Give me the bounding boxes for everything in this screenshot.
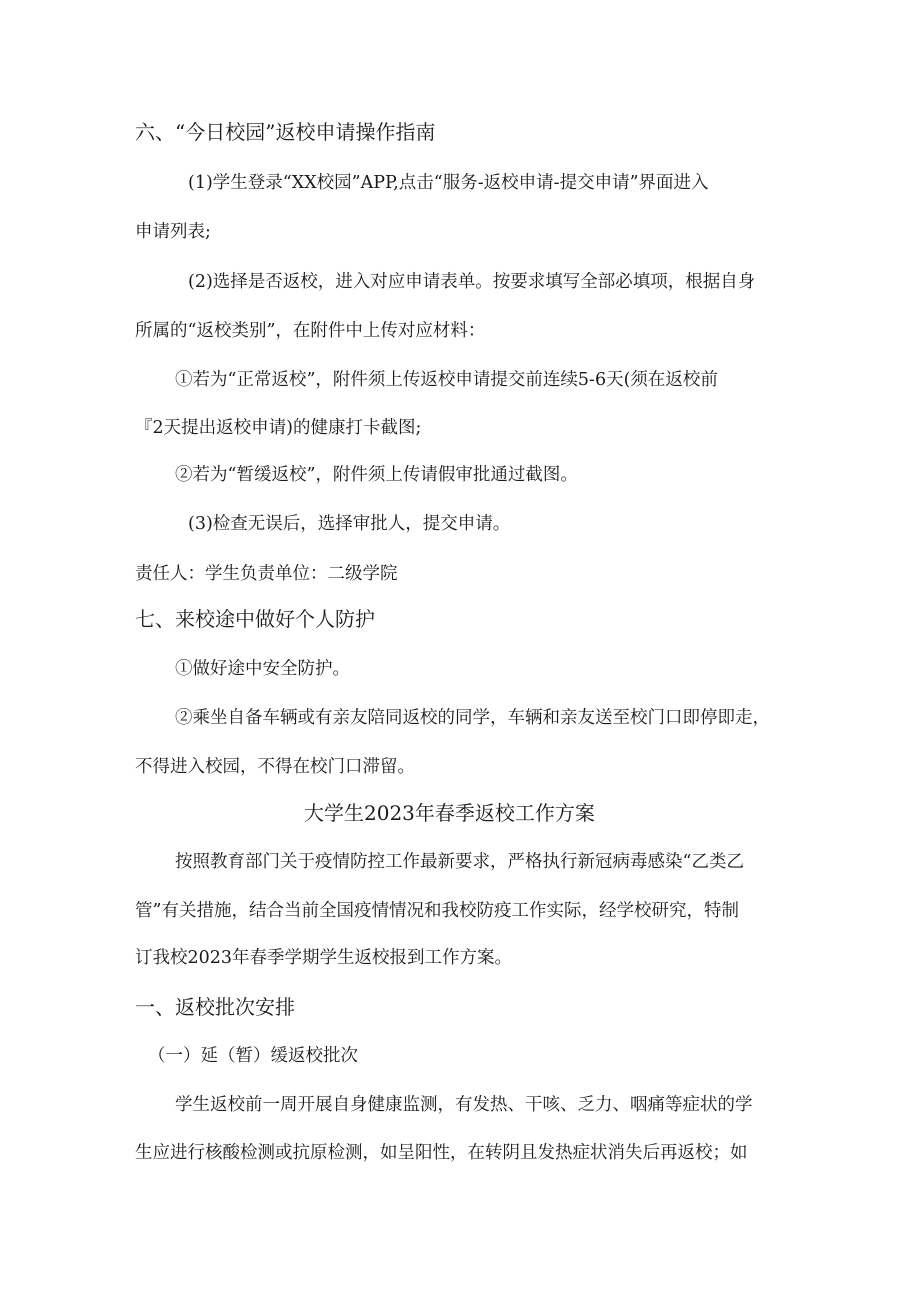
plan-section-1-heading: 一、返校批次安排 — [135, 995, 295, 1019]
plan-intro-line1: 按照教育部门关于疫情防控工作最新要求，严格执行新冠病毒感染“乙类乙 — [175, 852, 744, 872]
section-6-step3: (3)检查无误后，选择审批人，提交申请。 — [188, 514, 511, 534]
section-6-step2-line1: (2)选择是否返校，进入对应申请表单。按要求填写全部必填项，根据自身 — [188, 272, 756, 292]
section-6-item1-line1: ①若为“正常返校”，附件须上传返校申请提交前连续5-6天(须在返校前 — [175, 370, 718, 390]
plan-body-line2: 生应进行核酸检测或抗原检测，如呈阳性，在转阴且发热症状消失后再返校；如 — [135, 1143, 748, 1163]
plan-body-line1: 学生返校前一周开展自身健康监测，有发热、干咳、乏力、咽痛等症状的学 — [175, 1095, 753, 1115]
section-7-item2-line1: ②乘坐自备车辆或有亲友陪同返校的同学，车辆和亲友送至校门口即停即走， — [175, 708, 770, 728]
section-6-item1-line2: 『2天提出返校申请)的健康打卡截图; — [135, 418, 422, 438]
section-6-step2-line2: 所属的“返校类别”，在附件中上传对应材料： — [135, 321, 486, 341]
plan-title: 大学生2023年春季返校工作方案 — [304, 801, 595, 825]
plan-subsection-1-heading: （一）延（暂）缓返校批次 — [148, 1046, 358, 1066]
section-7-item2-line2: 不得进入校园，不得在校门口滞留。 — [135, 757, 415, 777]
plan-intro-line2: 管”有关措施，结合当前全国疫情情况和我校防疫工作实际，经学校研究，特制 — [135, 901, 739, 921]
section-7-heading: 七、来校途中做好个人防护 — [135, 607, 375, 631]
section-6-item2: ②若为“暂缓返校”，附件须上传请假审批通过截图。 — [175, 465, 578, 485]
section-6-step1-line1: (1)学生登录“XX校园”APP,点击“服务-返校申请-提交申请”界面进入 — [188, 173, 709, 193]
section-7-item1: ①做好途中安全防护。 — [175, 659, 350, 679]
section-6-responsibility: 责任人：学生负责单位：二级学院 — [135, 564, 398, 584]
section-6-step1-line2: 申请列表; — [135, 222, 211, 242]
plan-intro-line3: 订我校2023年春季学期学生返校报到工作方案。 — [135, 948, 513, 968]
section-6-heading: 六、“今日校园”返校申请操作指南 — [135, 120, 436, 144]
